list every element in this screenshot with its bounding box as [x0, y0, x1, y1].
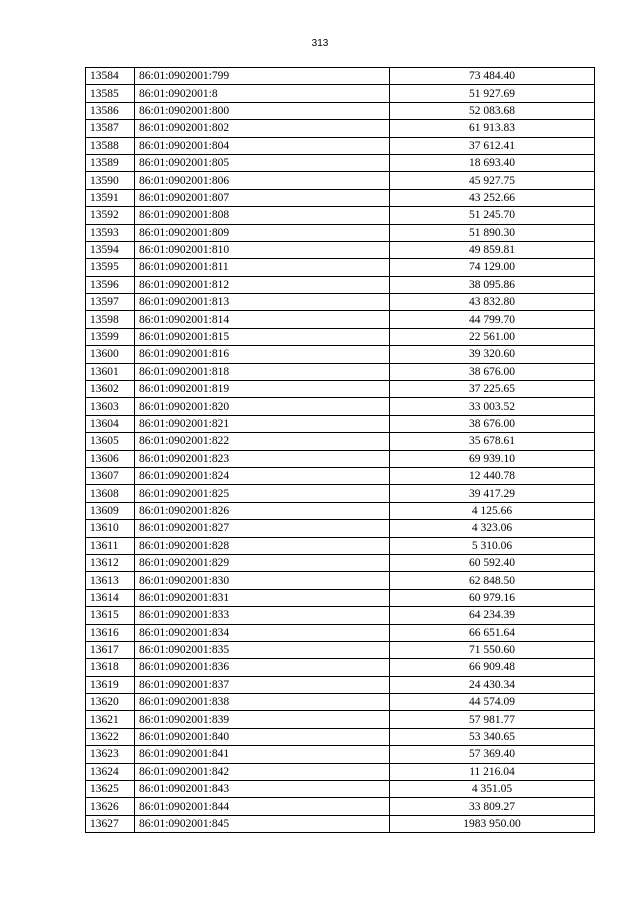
- row-number-cell: 13610: [86, 520, 135, 537]
- cadastral-number-cell: 86:01:0902001:843: [135, 781, 390, 798]
- value-cell: 74 129.00: [390, 259, 595, 276]
- cadastral-number-cell: 86:01:0902001:818: [135, 363, 390, 380]
- cadastral-number-cell: 86:01:0902001:799: [135, 68, 390, 85]
- cadastral-number-cell: 86:01:0902001:815: [135, 328, 390, 345]
- row-number-cell: 13587: [86, 120, 135, 137]
- cadastral-number-cell: 86:01:0902001:820: [135, 398, 390, 415]
- table-row: [86, 728, 595, 745]
- table-row: [86, 241, 595, 258]
- row-number-cell: 13596: [86, 276, 135, 293]
- table-row: [86, 467, 595, 484]
- cadastral-number-cell: 86:01:0902001:838: [135, 694, 390, 711]
- row-number-cell: 13627: [86, 815, 135, 832]
- table-row: [86, 172, 595, 189]
- table-row: [86, 607, 595, 624]
- table-row: [86, 624, 595, 641]
- cadastral-number-cell: 86:01:0902001:823: [135, 450, 390, 467]
- cadastral-number-cell: 86:01:0902001:807: [135, 189, 390, 206]
- table-row: [86, 554, 595, 571]
- table-row: [86, 415, 595, 432]
- cadastral-number-cell: 86:01:0902001:841: [135, 746, 390, 763]
- table-row: [86, 815, 595, 832]
- cadastral-number-cell: 86:01:0902001:809: [135, 224, 390, 241]
- table-row: [86, 589, 595, 606]
- table-row: [86, 328, 595, 345]
- value-cell: 44 799.70: [390, 311, 595, 328]
- row-number-cell: 13593: [86, 224, 135, 241]
- table-row: [86, 676, 595, 693]
- value-cell: 11 216.04: [390, 763, 595, 780]
- cadastral-number-cell: 86:01:0902001:835: [135, 641, 390, 658]
- cadastre-table: [85, 67, 595, 833]
- row-number-cell: 13606: [86, 450, 135, 467]
- table-row: [86, 224, 595, 241]
- value-cell: 24 430.34: [390, 676, 595, 693]
- cadastral-number-cell: 86:01:0902001:842: [135, 763, 390, 780]
- cadastral-number-cell: 86:01:0902001:808: [135, 207, 390, 224]
- table-row: [86, 189, 595, 206]
- value-cell: 38 095.86: [390, 276, 595, 293]
- cadastral-number-cell: 86:01:0902001:833: [135, 607, 390, 624]
- table-row: [86, 781, 595, 798]
- table-row: [86, 711, 595, 728]
- value-cell: 37 225.65: [390, 381, 595, 398]
- row-number-cell: 13623: [86, 746, 135, 763]
- cadastral-number-cell: 86:01:0902001:811: [135, 259, 390, 276]
- value-cell: 52 083.68: [390, 102, 595, 119]
- table-row: [86, 763, 595, 780]
- cadastral-number-cell: 86:01:0902001:840: [135, 728, 390, 745]
- value-cell: 22 561.00: [390, 328, 595, 345]
- value-cell: 5 310.06: [390, 537, 595, 554]
- row-number-cell: 13609: [86, 502, 135, 519]
- value-cell: 38 676.00: [390, 415, 595, 432]
- value-cell: 4 323.06: [390, 520, 595, 537]
- cadastral-number-cell: 86:01:0902001:845: [135, 815, 390, 832]
- row-number-cell: 13611: [86, 537, 135, 554]
- row-number-cell: 13597: [86, 294, 135, 311]
- table-row: [86, 746, 595, 763]
- page-number: 313: [311, 38, 329, 49]
- row-number-cell: 13592: [86, 207, 135, 224]
- table-row: [86, 137, 595, 154]
- row-number-cell: 13591: [86, 189, 135, 206]
- row-number-cell: 13617: [86, 641, 135, 658]
- table-row: [86, 433, 595, 450]
- value-cell: 12 440.78: [390, 467, 595, 484]
- table-row: [86, 381, 595, 398]
- cadastral-number-cell: 86:01:0902001:802: [135, 120, 390, 137]
- row-number-cell: 13624: [86, 763, 135, 780]
- table-body: [86, 68, 595, 833]
- table-row: [86, 363, 595, 380]
- table-row: [86, 572, 595, 589]
- row-number-cell: 13612: [86, 554, 135, 571]
- value-cell: 57 981.77: [390, 711, 595, 728]
- value-cell: 57 369.40: [390, 746, 595, 763]
- value-cell: 60 592.40: [390, 554, 595, 571]
- row-number-cell: 13585: [86, 85, 135, 102]
- value-cell: 44 574.09: [390, 694, 595, 711]
- row-number-cell: 13621: [86, 711, 135, 728]
- row-number-cell: 13588: [86, 137, 135, 154]
- value-cell: 64 234.39: [390, 607, 595, 624]
- cadastral-number-cell: 86:01:0902001:824: [135, 467, 390, 484]
- cadastral-number-cell: 86:01:0902001:831: [135, 589, 390, 606]
- row-number-cell: 13613: [86, 572, 135, 589]
- row-number-cell: 13604: [86, 415, 135, 432]
- cadastral-number-cell: 86:01:0902001:834: [135, 624, 390, 641]
- table-row: [86, 398, 595, 415]
- cadastral-number-cell: 86:01:0902001:828: [135, 537, 390, 554]
- value-cell: 39 417.29: [390, 485, 595, 502]
- cadastral-number-cell: 86:01:0902001:821: [135, 415, 390, 432]
- value-cell: 43 252.66: [390, 189, 595, 206]
- row-number-cell: 13619: [86, 676, 135, 693]
- table-row: [86, 294, 595, 311]
- table-row: [86, 520, 595, 537]
- table-row: [86, 276, 595, 293]
- value-cell: 51 245.70: [390, 207, 595, 224]
- row-number-cell: 13594: [86, 241, 135, 258]
- value-cell: 39 320.60: [390, 346, 595, 363]
- row-number-cell: 13622: [86, 728, 135, 745]
- table-row: [86, 120, 595, 137]
- table-row: [86, 798, 595, 815]
- value-cell: 38 676.00: [390, 363, 595, 380]
- value-cell: 43 832.80: [390, 294, 595, 311]
- table-row: [86, 694, 595, 711]
- row-number-cell: 13584: [86, 68, 135, 85]
- table-row: [86, 659, 595, 676]
- cadastral-number-cell: 86:01:0902001:813: [135, 294, 390, 311]
- value-cell: 4 125.66: [390, 502, 595, 519]
- value-cell: 66 909.48: [390, 659, 595, 676]
- cadastral-number-cell: 86:01:0902001:804: [135, 137, 390, 154]
- value-cell: 60 979.16: [390, 589, 595, 606]
- value-cell: 61 913.83: [390, 120, 595, 137]
- table-row: [86, 207, 595, 224]
- cadastral-number-cell: 86:01:0902001:806: [135, 172, 390, 189]
- value-cell: 66 651.64: [390, 624, 595, 641]
- value-cell: 4 351.05: [390, 781, 595, 798]
- cadastral-number-cell: 86:01:0902001:8: [135, 85, 390, 102]
- value-cell: 37 612.41: [390, 137, 595, 154]
- table-row: [86, 450, 595, 467]
- cadastral-number-cell: 86:01:0902001:800: [135, 102, 390, 119]
- cadastral-number-cell: 86:01:0902001:812: [135, 276, 390, 293]
- cadastral-number-cell: 86:01:0902001:810: [135, 241, 390, 258]
- table-row: [86, 502, 595, 519]
- value-cell: 18 693.40: [390, 154, 595, 171]
- row-number-cell: 13615: [86, 607, 135, 624]
- row-number-cell: 13586: [86, 102, 135, 119]
- value-cell: 49 859.81: [390, 241, 595, 258]
- cadastral-number-cell: 86:01:0902001:844: [135, 798, 390, 815]
- row-number-cell: 13595: [86, 259, 135, 276]
- table-row: [86, 346, 595, 363]
- value-cell: 53 340.65: [390, 728, 595, 745]
- row-number-cell: 13603: [86, 398, 135, 415]
- value-cell: 62 848.50: [390, 572, 595, 589]
- cadastral-number-cell: 86:01:0902001:836: [135, 659, 390, 676]
- value-cell: 71 550.60: [390, 641, 595, 658]
- row-number-cell: 13605: [86, 433, 135, 450]
- cadastral-number-cell: 86:01:0902001:819: [135, 381, 390, 398]
- table-row: [86, 311, 595, 328]
- cadastral-number-cell: 86:01:0902001:827: [135, 520, 390, 537]
- row-number-cell: 13598: [86, 311, 135, 328]
- row-number-cell: 13614: [86, 589, 135, 606]
- row-number-cell: 13625: [86, 781, 135, 798]
- table-row: [86, 102, 595, 119]
- value-cell: 1983 950.00: [390, 815, 595, 832]
- row-number-cell: 13607: [86, 467, 135, 484]
- table-row: [86, 68, 595, 85]
- value-cell: 33 809.27: [390, 798, 595, 815]
- table-row: [86, 259, 595, 276]
- value-cell: 69 939.10: [390, 450, 595, 467]
- row-number-cell: 13600: [86, 346, 135, 363]
- row-number-cell: 13608: [86, 485, 135, 502]
- table-row: [86, 485, 595, 502]
- cadastral-number-cell: 86:01:0902001:839: [135, 711, 390, 728]
- cadastral-number-cell: 86:01:0902001:814: [135, 311, 390, 328]
- cadastral-number-cell: 86:01:0902001:805: [135, 154, 390, 171]
- value-cell: 51 927.69: [390, 85, 595, 102]
- cadastral-number-cell: 86:01:0902001:826: [135, 502, 390, 519]
- value-cell: 73 484.40: [390, 68, 595, 85]
- table-row: [86, 154, 595, 171]
- row-number-cell: 13620: [86, 694, 135, 711]
- cadastral-number-cell: 86:01:0902001:822: [135, 433, 390, 450]
- table-row: [86, 85, 595, 102]
- cadastral-number-cell: 86:01:0902001:825: [135, 485, 390, 502]
- value-cell: 35 678.61: [390, 433, 595, 450]
- cadastral-number-cell: 86:01:0902001:837: [135, 676, 390, 693]
- row-number-cell: 13602: [86, 381, 135, 398]
- value-cell: 51 890.30: [390, 224, 595, 241]
- row-number-cell: 13601: [86, 363, 135, 380]
- row-number-cell: 13599: [86, 328, 135, 345]
- cadastral-number-cell: 86:01:0902001:830: [135, 572, 390, 589]
- row-number-cell: 13590: [86, 172, 135, 189]
- row-number-cell: 13589: [86, 154, 135, 171]
- cadastral-number-cell: 86:01:0902001:829: [135, 554, 390, 571]
- value-cell: 45 927.75: [390, 172, 595, 189]
- value-cell: 33 003.52: [390, 398, 595, 415]
- row-number-cell: 13618: [86, 659, 135, 676]
- table-row: [86, 641, 595, 658]
- row-number-cell: 13616: [86, 624, 135, 641]
- cadastral-number-cell: 86:01:0902001:816: [135, 346, 390, 363]
- table-row: [86, 537, 595, 554]
- row-number-cell: 13626: [86, 798, 135, 815]
